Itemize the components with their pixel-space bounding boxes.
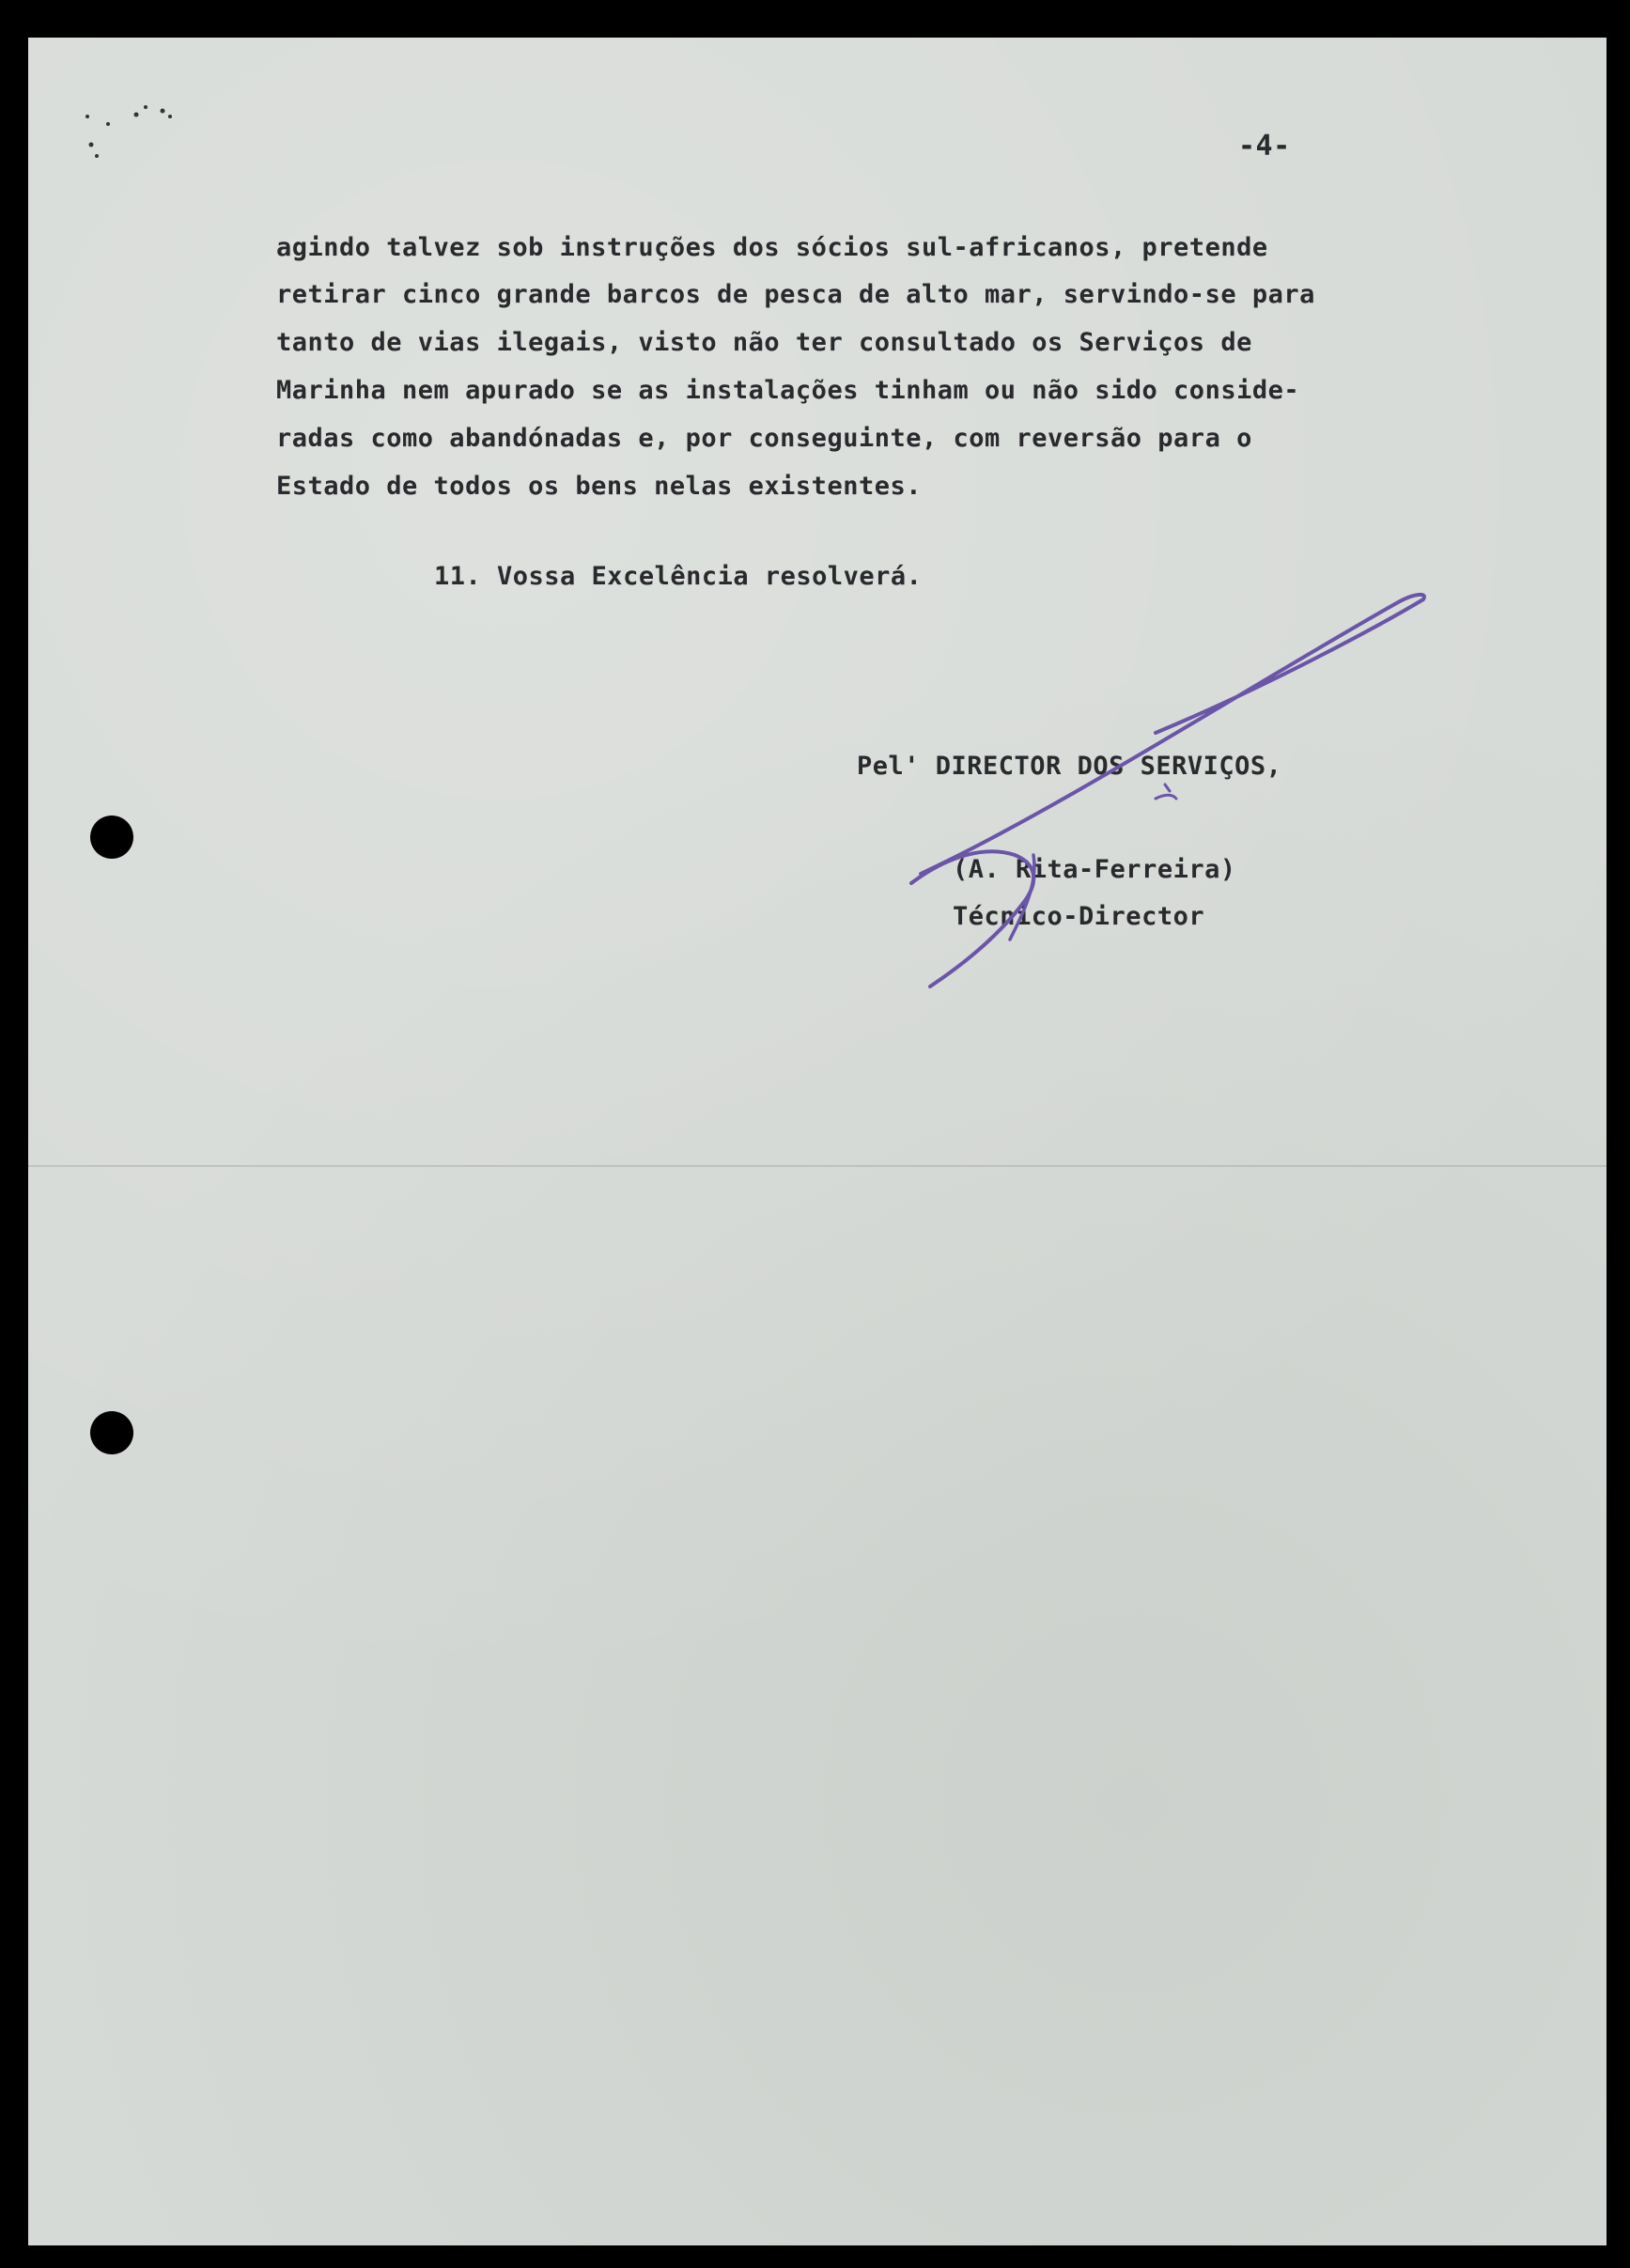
paragraph-line: retirar cinco grande barcos de pesca de alto mar, servindo-se para [276,280,1315,309]
document-page [28,38,1607,2245]
signature-on-behalf-line: Pel' DIRECTOR DOS SERVIÇOS, [857,752,1282,781]
page-number: -4- [1238,130,1291,163]
punch-hole-bottom [90,1411,133,1454]
closing-paragraph: 11. Vossa Excelência resolverá. [434,562,923,591]
paragraph-line: agindo talvez sob instruções dos sócios sul-africanos, pretende [276,233,1268,262]
page-fold-crease [28,1165,1607,1167]
paragraph-line: Marinha nem apurado se as instalações tinham ou não sido conside- [276,376,1300,405]
signatory-name: (A. Rita-Ferreira) [953,855,1236,884]
punch-hole-top [90,816,133,859]
signatory-title: Técnico-Director [953,902,1205,931]
handwritten-signature [874,573,1456,1024]
paragraph-line: Estado de todos os bens nelas existentes. [276,472,922,501]
ink-specks [80,96,193,171]
paragraph-line: tanto de vias ilegais, visto não ter consultado os Serviços de [276,328,1252,357]
paragraph-line: radas como abandónadas e, por conseguinte, com reversão para o [276,424,1252,453]
